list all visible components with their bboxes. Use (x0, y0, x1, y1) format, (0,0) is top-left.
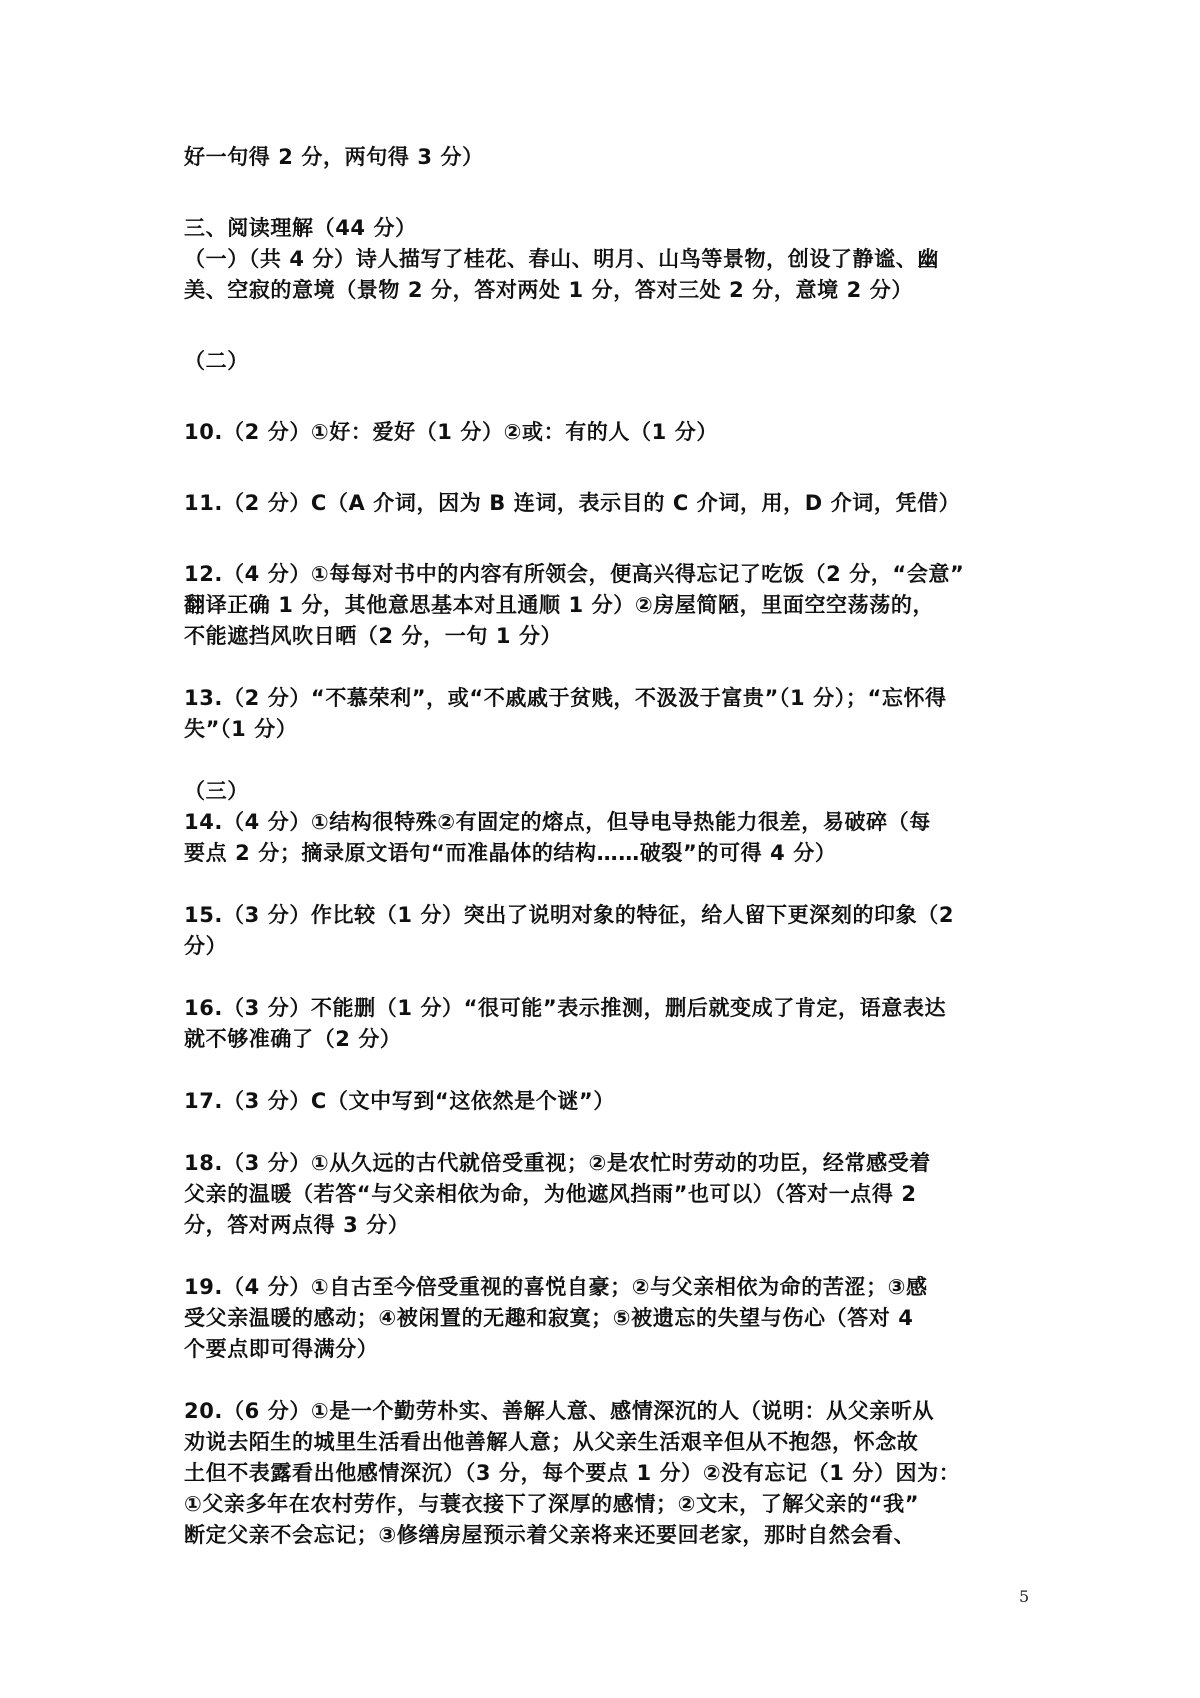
text-line: 劝说去陌生的城里生活看出他善解人意；从父亲生活艰辛但从不抱怨，怀念故 (184, 1430, 919, 1454)
text-line: 就不够准确了（2 分） (184, 1027, 402, 1051)
answer-15: 15.（3 分）作比较（1 分）突出了说明对象的特征，给人留下更深刻的印象（2 (184, 903, 955, 927)
subsection-heading: （三） (184, 779, 249, 803)
text-line: 分） (184, 934, 228, 958)
text-line: 好一句得 2 分，两句得 3 分） (184, 145, 484, 169)
answer-17: 17.（3 分）C（文中写到“这依然是个谜”） (184, 1089, 615, 1113)
answer-12: 12.（4 分）①每每对书中的内容有所领会，便高兴得忘记了吃饭（2 分，“会意” (184, 562, 965, 586)
text-line: 美、空寂的意境（景物 2 分，答对两处 1 分，答对三处 2 分，意境 2 分） (184, 278, 913, 302)
answer-text (184, 142, 1044, 1551)
answer-14: 14.（4 分）①结构很特殊②有固定的熔点，但导电导热能力很差，易破碎（每 (184, 810, 931, 834)
text-line: 不能遮挡风吹日晒（2 分，一句 1 分） (184, 624, 563, 648)
section-heading: 三、阅读理解（44 分） (184, 216, 417, 240)
answer-16: 16.（3 分）不能删（1 分）“很可能”表示推测，删后就变成了肯定，语意表达 (184, 996, 947, 1020)
text-line: 失”（1 分） (184, 717, 298, 741)
text-line: 断定父亲不会忘记；③修缮房屋预示着父亲将来还要回老家，那时自然会看、 (184, 1523, 916, 1547)
answer-11: 11.（2 分）C（A 介词，因为 B 连词，表示目的 C 介词，用，D 介词，凭借） (184, 491, 961, 515)
answer-20: 20.（6 分）①是一个勤劳朴实、善解人意、感情深沉的人（说明：从父亲听从 (184, 1399, 935, 1423)
answer-18: 18.（3 分）①从久远的古代就倍受重视；②是农忙时劳动的功臣，经常感受着 (184, 1151, 931, 1175)
answer-13: 13.（2 分）“不慕荣利”，或“不戚戚于贫贱，不汲汲于富贵”（1 分）；“忘怀得 (184, 686, 947, 710)
page-number: 5 (1019, 1587, 1030, 1606)
text-line: 土但不表露看出他感情深沉）（3 分，每个要点 1 分）②没有忘记（1 分）因为： (184, 1461, 961, 1485)
text-line: ①父亲多年在农村劳作，与蓑衣接下了深厚的感情；②文末，了解父亲的“我” (184, 1492, 920, 1516)
answer-10: 10.（2 分）①好：爱好（1 分）②或：有的人（1 分） (184, 420, 718, 444)
text-line: 翻译正确 1 分，其他意思基本对且通顺 1 分）②房屋简陋，里面空空荡荡的， (184, 593, 935, 617)
text-line: 父亲的温暖（若答“与父亲相依为命，为他遮风挡雨”也可以）（答对一点得 2 (184, 1182, 917, 1206)
text-line: 要点 2 分；摘录原文语句“而准晶体的结构……破裂”的可得 4 分） (184, 841, 837, 865)
text-line: （一）（共 4 分）诗人描写了桂花、春山、明月、山鸟等景物，创设了静谧、幽 (184, 247, 939, 271)
text-line: 受父亲温暖的感动；④被闲置的无趣和寂寞；⑤被遗忘的失望与伤心（答对 4 (184, 1306, 914, 1330)
text-line: 分，答对两点得 3 分） (184, 1213, 410, 1237)
text-line: 个要点即可得满分） (184, 1337, 379, 1361)
answer-19: 19.（4 分）①自古至今倍受重视的喜悦自豪；②与父亲相依为命的苦涩；③感 (184, 1275, 928, 1299)
subsection-heading: （二） (184, 349, 249, 373)
